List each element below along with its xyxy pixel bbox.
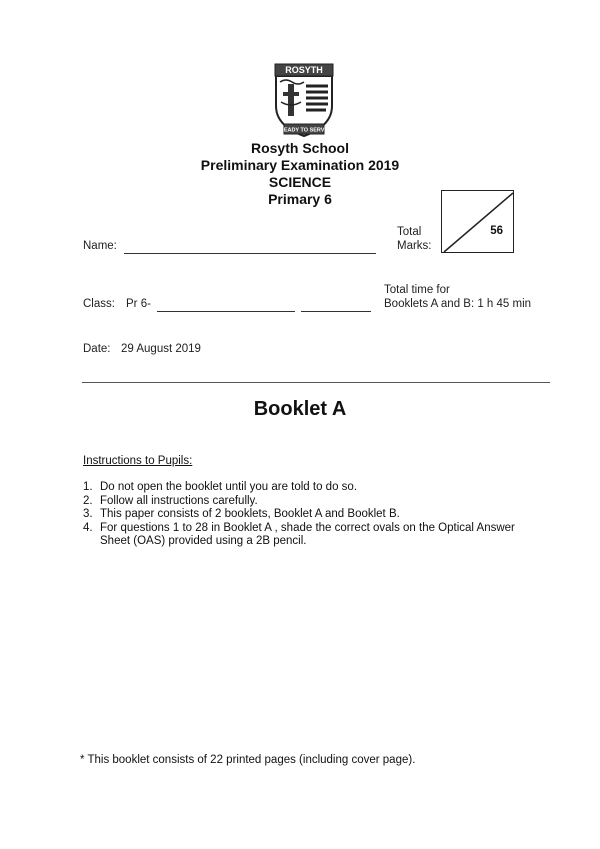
instruction-item: 3. This paper consists of 2 booklets, Booklet A and Booklet B. [83,508,400,520]
svg-text:ROSYTH: ROSYTH [285,65,323,75]
class-index-field[interactable] [301,311,371,312]
instruction-item: 1. Do not open the booklet until you are told to do so. [83,481,358,493]
footnote: * This booklet consists of 22 printed pages (including cover page). [80,754,416,766]
marks-box [441,190,514,253]
instruction-item: 2. Follow all instructions carefully. [83,494,258,507]
time-line-1: Total time for [384,284,450,296]
marks-label-marks: Marks: [397,240,432,252]
name-field[interactable] [124,253,376,254]
booklet-title: Booklet A [253,398,347,420]
time-line-2: Booklets A and B: 1 h 45 min [384,298,532,310]
svg-text:READY TO SERVE: READY TO SERVE [279,127,329,134]
divider [82,382,550,383]
class-prefix: Pr 6- [126,298,151,310]
exam-title: Preliminary Examination 2019 [200,157,400,173]
instructions-list [83,481,543,549]
level-title: Primary 6 [268,191,332,207]
subject-title: SCIENCE [268,174,332,190]
date-value: 29 August 2019 [121,343,201,355]
name-label: Name: [83,240,117,252]
marks-label-total: Total [397,226,422,238]
instructions-heading: Instructions to Pupils: [83,455,193,467]
total-marks-value: 56 [490,225,503,237]
date-label: Date: [83,343,111,355]
class-field[interactable] [157,311,295,312]
school-name: Rosyth School [250,140,349,156]
school-crest-logo [272,62,336,140]
instruction-item: 4. For questions 1 to 28 in Booklet A , shade the correct ovals on the Optical Answer Sheet (OAS) provided using a 2B pencil. [83,521,515,547]
class-label: Class: [83,298,115,310]
